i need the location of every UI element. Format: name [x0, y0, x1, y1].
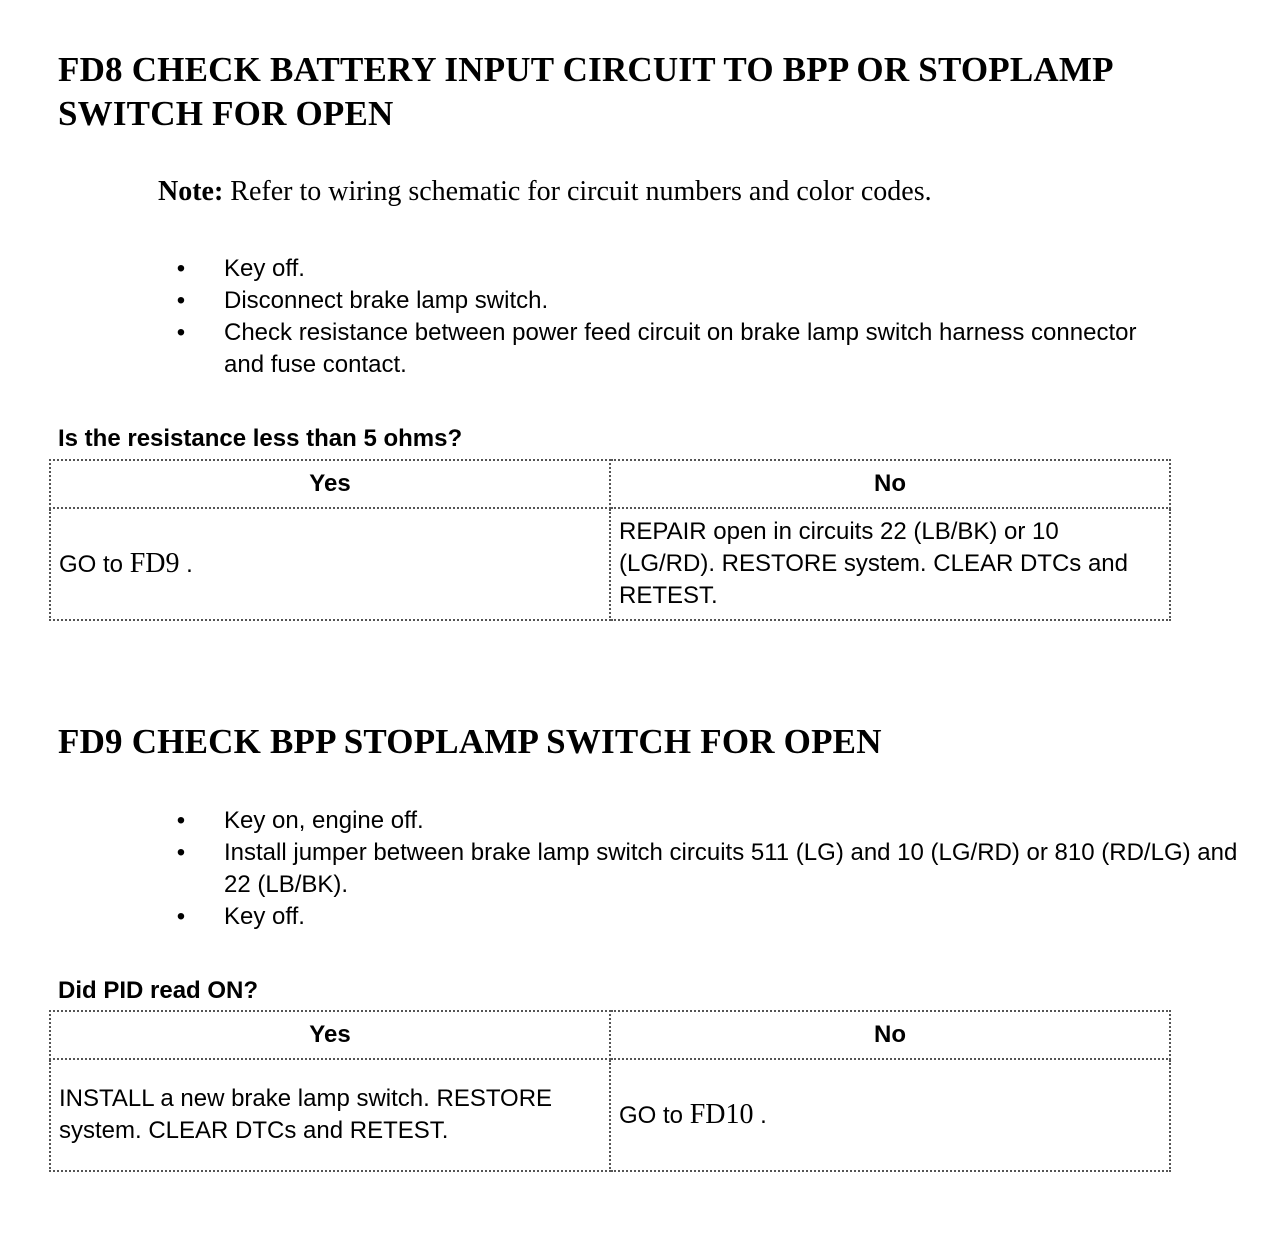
- table-row: [50, 1059, 1170, 1171]
- yes-column-header: Yes: [50, 1011, 610, 1059]
- go-to-text: GO to: [59, 550, 130, 578]
- yes-column-header: Yes: [50, 460, 610, 508]
- fd9-question: Did PID read ON?: [58, 977, 259, 1004]
- note-label: Note:: [158, 176, 224, 207]
- ref-suffix: .: [179, 550, 193, 578]
- table-row: [50, 508, 1170, 620]
- list-item: [0, 253, 1180, 285]
- fd8-result-table: [49, 459, 1171, 621]
- note-text: Refer to wiring schematic for circuit numbers and color codes.: [223, 176, 932, 207]
- go-to-text: GO to: [619, 1101, 690, 1129]
- list-item: [0, 317, 1180, 381]
- step-text: Key off.: [224, 903, 305, 930]
- no-cell: REPAIR open in circuits 22 (LB/BK) or 10 (LG/RD). RESTORE system. CLEAR DTCs and RETEST.: [610, 508, 1170, 620]
- list-item: [0, 805, 1250, 837]
- no-column-header: No: [610, 460, 1170, 508]
- step-text: Key on, engine off.: [224, 807, 424, 834]
- fd8-heading: FD8 CHECK BATTERY INPUT CIRCUIT TO BPP OR STOPLAMP SWITCH FOR OPEN: [58, 50, 1112, 133]
- fd9-link[interactable]: FD9: [129, 547, 180, 579]
- step-text: Key off.: [224, 255, 305, 282]
- bullet-icon: •: [176, 319, 186, 346]
- yes-cell: [50, 508, 610, 620]
- bullet-icon: •: [176, 807, 186, 834]
- fd9-result-table: [49, 1010, 1171, 1172]
- step-text: Check resistance between power feed circuit on brake lamp switch harness connector and fuse contact.: [224, 319, 1137, 378]
- yes-cell: INSTALL a new brake lamp switch. RESTORE system. CLEAR DTCs and RETEST.: [50, 1059, 610, 1171]
- bullet-icon: •: [176, 255, 186, 282]
- fd10-link[interactable]: FD10: [689, 1098, 754, 1130]
- fd8-note: [158, 174, 932, 210]
- no-cell: [610, 1059, 1170, 1171]
- ref-suffix: .: [753, 1101, 767, 1129]
- fd9-step-list: [0, 805, 1250, 933]
- bullet-icon: •: [176, 287, 186, 314]
- step-text: Install jumper between brake lamp switch circuits 511 (LG) and 10 (LG/RD) or 810 (RD/LG) and 22 (LB/BK).: [224, 839, 1238, 898]
- fd8-question: Is the resistance less than 5 ohms?: [58, 425, 463, 452]
- table-header-row: [50, 460, 1170, 508]
- no-column-header: No: [610, 1011, 1170, 1059]
- table-header-row: [50, 1011, 1170, 1059]
- list-item: [0, 837, 1250, 901]
- step-text: Disconnect brake lamp switch.: [224, 287, 549, 314]
- bullet-icon: •: [176, 839, 186, 866]
- bullet-icon: •: [176, 903, 186, 930]
- list-item: [0, 285, 1180, 317]
- list-item: [0, 901, 1250, 933]
- fd8-step-list: [0, 253, 1180, 381]
- fd9-heading: FD9 CHECK BPP STOPLAMP SWITCH FOR OPEN: [58, 722, 882, 761]
